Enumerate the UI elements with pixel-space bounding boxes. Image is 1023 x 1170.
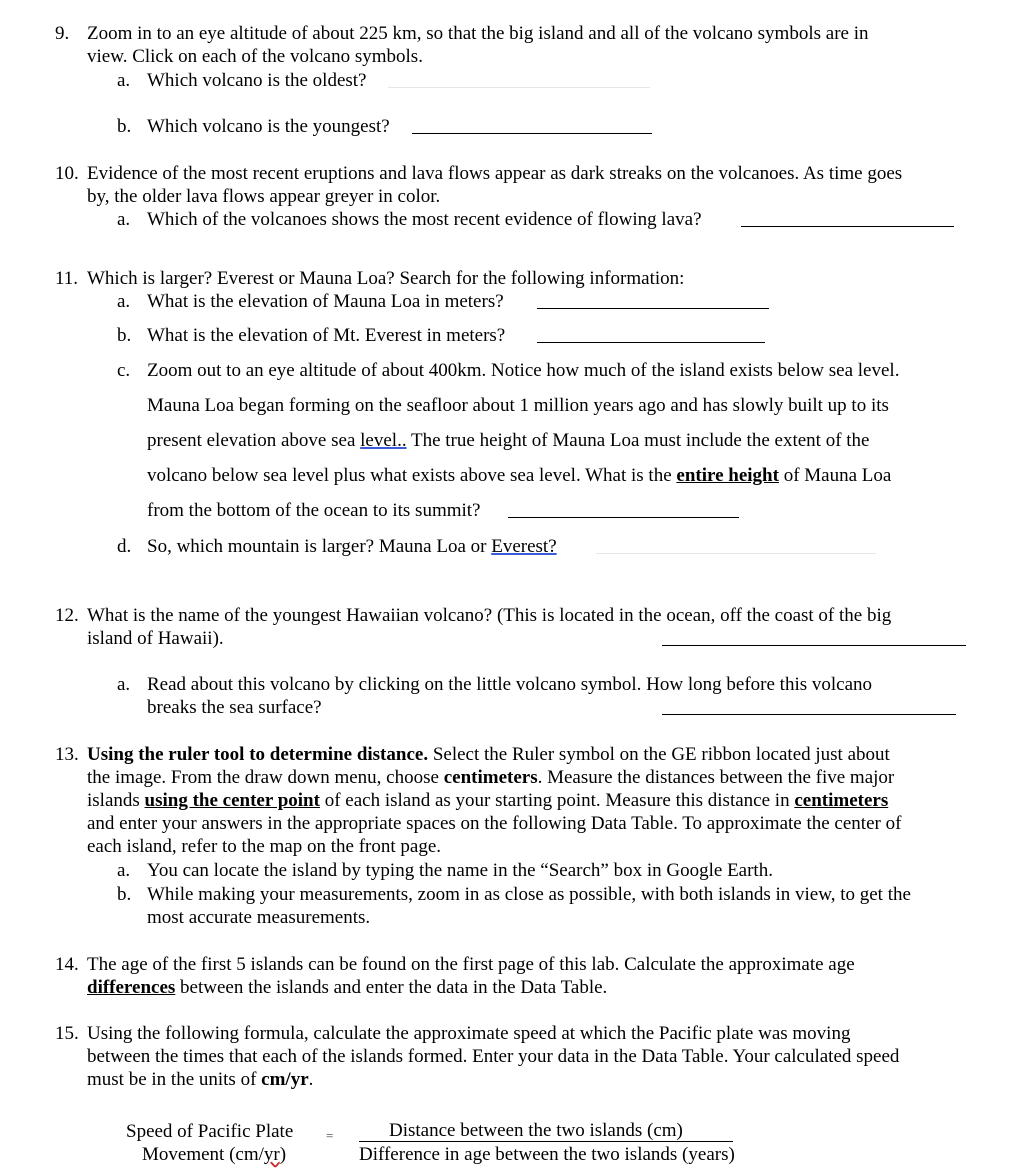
- q10a-label: a.: [117, 209, 131, 230]
- q11c-line5: from the bottom of the ocean to its summit?: [147, 500, 481, 521]
- q11c-line4: [147, 464, 891, 487]
- q9-line1: Zoom in to an eye altitude of about 225 km, so that the big island and all of the volcano symbols are in: [87, 23, 869, 44]
- q9-line2: view. Click on each of the volcano symbols.: [87, 46, 423, 67]
- q13-line3-mid: of each island as your starting point. Measure this distance in: [319, 790, 795, 811]
- q13-line1-text: Select the Ruler symbol on the GE ribbon located just about: [428, 744, 890, 765]
- q15-line2: between the times that each of the islands formed. Enter your data in the Data Table. Your calculated speed: [87, 1046, 900, 1067]
- q11d-text-main: So, which mountain is larger? Mauna Loa or: [147, 536, 492, 557]
- q15-line3-text: must be in the units of: [87, 1069, 262, 1090]
- q12a-line2: breaks the sea surface?: [147, 697, 322, 718]
- q14-line1: The age of the first 5 islands can be found on the first page of this lab. Calculate the approximate age: [87, 954, 855, 975]
- q11d-everest-link: Everest?: [491, 536, 557, 557]
- q11c-line3-tail: The true height of Mauna Loa must include the extent of the: [406, 430, 870, 451]
- formula-lhs-line2: [142, 1143, 286, 1166]
- q9a-text: Which volcano is the oldest?: [147, 70, 367, 91]
- formula-lhs-text: Movement (cm/: [142, 1144, 264, 1165]
- q9b-text: Which volcano is the youngest?: [147, 116, 390, 137]
- q15-number: 15.: [55, 1023, 79, 1044]
- q13-line2: [87, 766, 894, 789]
- formula-lhs-tail: ): [279, 1144, 287, 1165]
- q11c-entire-height: entire height: [676, 465, 779, 486]
- q14-line2-text: between the islands and enter the data in the Data Table.: [175, 977, 608, 998]
- q13-line3-text: islands: [87, 790, 145, 811]
- q14-differences-emphasis: differences: [87, 977, 176, 998]
- q11c-label: c.: [117, 360, 131, 381]
- q11b-label: b.: [117, 325, 132, 346]
- q11b-answer-blank[interactable]: [537, 325, 765, 343]
- formula-lhs-line1: Speed of Pacific Plate: [126, 1121, 294, 1142]
- q13-line1: [87, 743, 890, 766]
- q13-line2-text: the image. From the draw down menu, choose: [87, 767, 444, 788]
- formula-yr-unit: yr: [263, 1144, 280, 1165]
- q15-line3-tail: .: [308, 1069, 314, 1090]
- q13-number: 13.: [55, 744, 79, 765]
- q10-line1: Evidence of the most recent eruptions and lava flows appear as dark streaks on the volcanoes. As time goes: [87, 163, 903, 184]
- q13-centimeters-underlined: centimeters: [794, 790, 889, 811]
- q15-units-emphasis: cm/yr: [261, 1069, 309, 1090]
- q13-heading: Using the ruler tool to determine distance.: [87, 744, 429, 765]
- q13-line5: each island, refer to the map on the front page.: [87, 836, 441, 857]
- q13b-line2: most accurate measurements.: [147, 907, 371, 928]
- q12-answer-blank[interactable]: [662, 628, 966, 646]
- q13a-text: You can locate the island by typing the name in the “Search” box in Google Earth.: [147, 860, 773, 881]
- q11b-text: What is the elevation of Mt. Everest in meters?: [147, 325, 506, 346]
- q11a-answer-blank[interactable]: [537, 291, 769, 309]
- formula-numerator: Distance between the two islands (cm): [359, 1120, 733, 1142]
- q11c-line4-text: volcano below sea level plus what exists above sea level. What is the: [147, 465, 677, 486]
- q13-line3: [87, 789, 888, 812]
- q13-line4: and enter your answers in the appropriate spaces on the following Data Table. To approximate the center of: [87, 813, 902, 834]
- q11d-text: [147, 535, 557, 558]
- q11-line1: Which is larger? Everest or Mauna Loa? Search for the following information:: [87, 268, 685, 289]
- q13-centimeters-emphasis: centimeters: [443, 767, 538, 788]
- q11c-level-link: level..: [360, 430, 407, 451]
- q12-number: 12.: [55, 605, 79, 626]
- q10a-text: Which of the volcanoes shows the most recent evidence of flowing lava?: [147, 209, 702, 230]
- q15-line1: Using the following formula, calculate the approximate speed at which the Pacific plate was moving: [87, 1023, 851, 1044]
- formula-denominator: Difference in age between the two islands (years): [359, 1144, 735, 1165]
- q9a-label: a.: [117, 70, 131, 91]
- q13a-label: a.: [117, 860, 131, 881]
- q12-line2: island of Hawaii).: [87, 628, 224, 649]
- q10-line2: by, the older lava flows appear greyer in color.: [87, 186, 441, 207]
- q14-number: 14.: [55, 954, 79, 975]
- q12-line1: What is the name of the youngest Hawaiian volcano? (This is located in the ocean, off the coast of the big: [87, 605, 892, 626]
- q12a-label: a.: [117, 674, 131, 695]
- q11-number: 11.: [55, 268, 79, 289]
- q11c-line2: Mauna Loa began forming on the seafloor about 1 million years ago and has slowly built up to its: [147, 395, 889, 416]
- q10-number: 10.: [55, 163, 79, 184]
- q11c-line1: Zoom out to an eye altitude of about 400km. Notice how much of the island exists below sea level.: [147, 360, 900, 381]
- q9b-label: b.: [117, 116, 132, 137]
- q11d-answer-blank[interactable]: [596, 536, 876, 554]
- q11c-line4-tail: of Mauna Loa: [778, 465, 892, 486]
- q12a-answer-blank[interactable]: [662, 697, 956, 715]
- q15-line3: [87, 1068, 313, 1091]
- q11a-text: What is the elevation of Mauna Loa in meters?: [147, 291, 504, 312]
- q10a-answer-blank[interactable]: [741, 209, 954, 227]
- q12a-line1: Read about this volcano by clicking on the little volcano symbol. How long before this volcano: [147, 674, 873, 695]
- formula-equals: =: [326, 1128, 334, 1143]
- q13b-line1: While making your measurements, zoom in as close as possible, with both islands in view, to get the: [147, 884, 911, 905]
- q13-center-point-emphasis: using the center point: [144, 790, 320, 811]
- q9a-answer-blank[interactable]: [388, 70, 650, 88]
- q9b-answer-blank[interactable]: [412, 116, 652, 134]
- q11d-label: d.: [117, 536, 132, 557]
- q11a-label: a.: [117, 291, 131, 312]
- q13-line2-tail: . Measure the distances between the five major: [537, 767, 895, 788]
- q14-line2: [87, 976, 607, 999]
- q11c-line3-text: present elevation above sea: [147, 430, 361, 451]
- q13b-label: b.: [117, 884, 132, 905]
- q9-number: 9.: [55, 23, 70, 44]
- q11c-line3: [147, 429, 869, 452]
- q11c-answer-blank[interactable]: [508, 500, 739, 518]
